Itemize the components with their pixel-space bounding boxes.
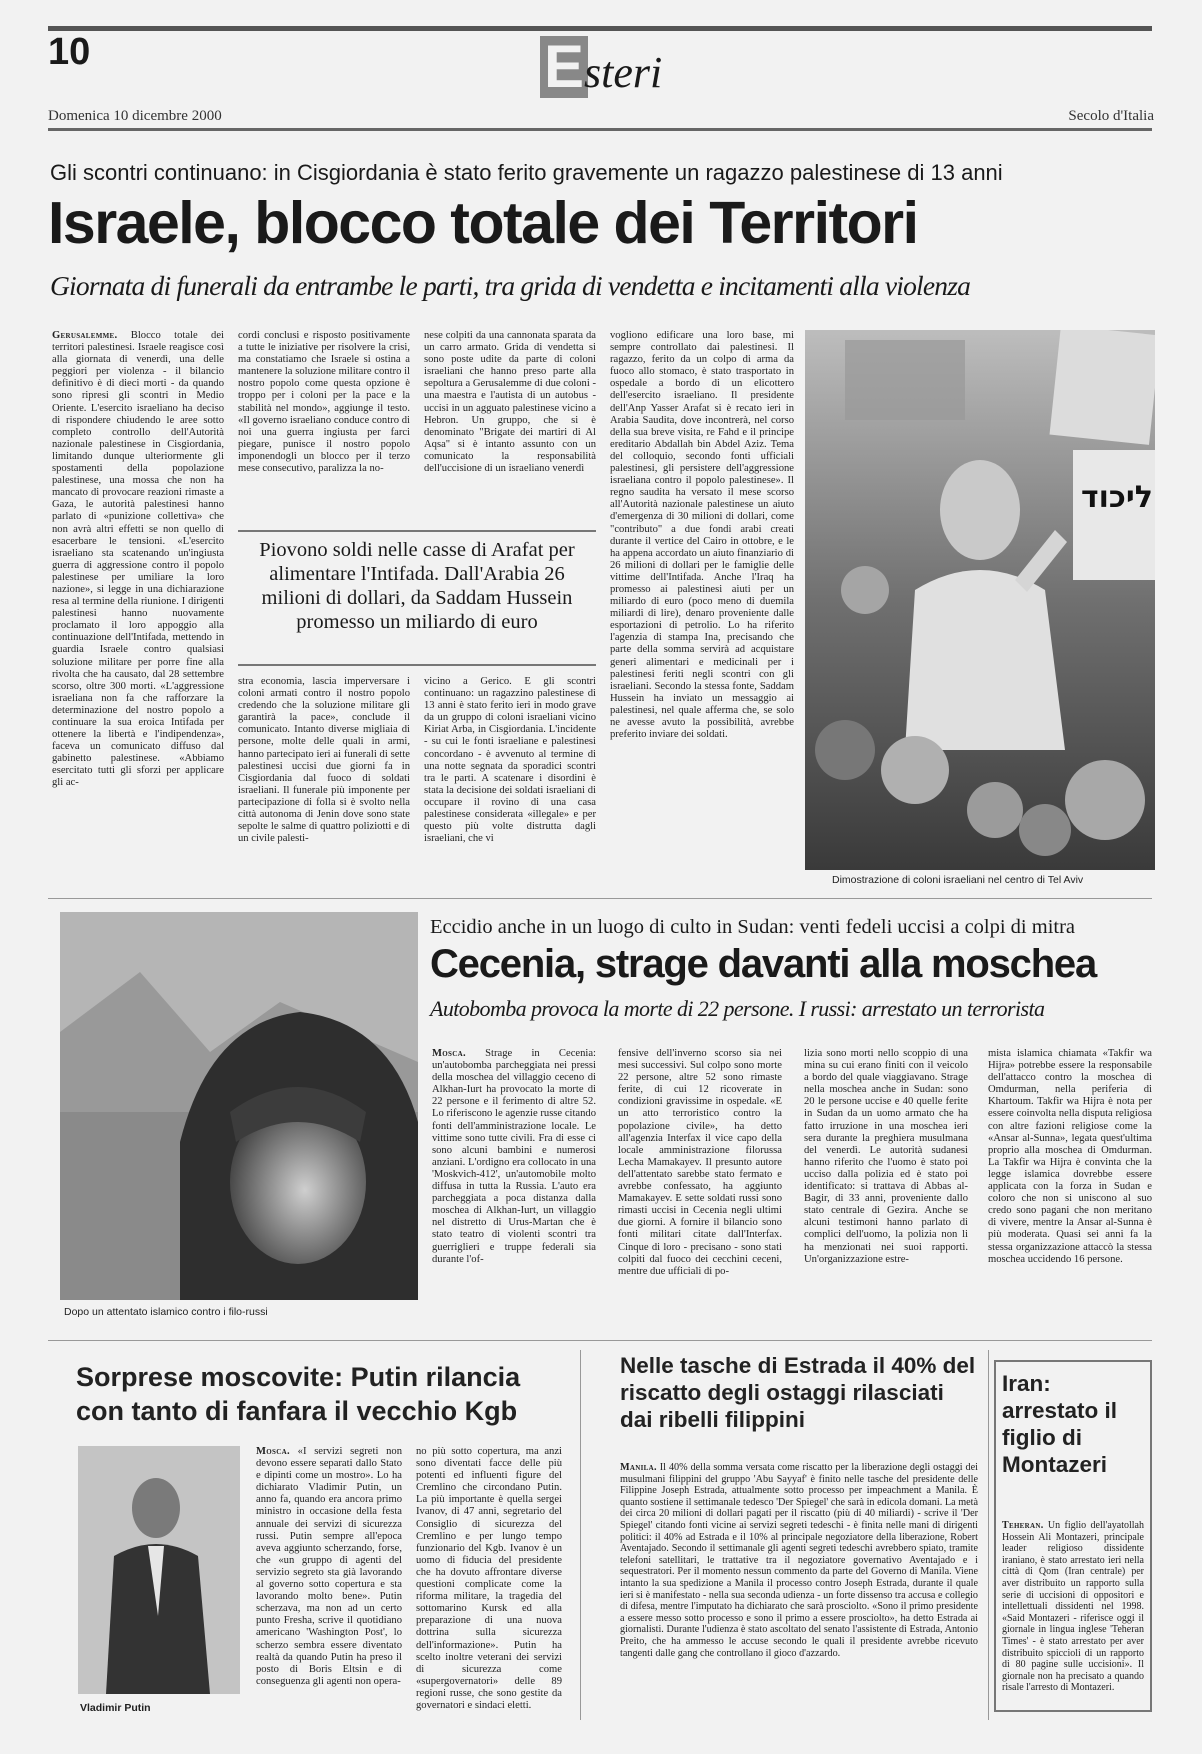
article3-dateline: Mosca. [256,1446,290,1457]
chechen-woman-photo-graphic [60,912,418,1300]
section-title [540,33,663,106]
article1-col3 [424,330,596,520]
article2-col4-text: mista islamica chiamata «Takfir wa Hijra» potrebbe essere la responsabile dell'attacco contro la moschea di Omdurman, nella periferia di Khartoum. Takfir wa Hijra è nota per essere coinvolta nella disputa religiosa con altre fazioni religiose come la «Ansar al-Sunna», legata quest'ultima proprio alla moschea di Omdurman. La Takfir wa Hijra è convinta che la legge islamica dovrebbe essere applicata con la forza in Sudan e coloro che non si uniscono al suo credo sono pagani che non meritano di vivere, mentre la Ansar al-Sunna è più moderata. Quasi sei anni fa la stessa organizzazione attaccò la stessa moschea uccidendo 16 persone. [988,1048,1152,1265]
article2-col4 [988,1048,1152,1326]
article2-col3-text: lizia sono morti nello scoppio di una mina su cui erano finiti con il veicolo a bordo del quale viaggiavano. Strage nella moschea anche in Sudan: sono 20 le persone uccise e 40 quelle ferite in Sudan da un uomo armato che ha fatto irruzione in una moschea ieri sera durante la preghiera musulmana del venerdì. Le autorità sudanesi hanno riferito che l'uomo è stato poi ucciso dalla polizia ed è stato poi identificato: si trattava di Abbas al-Bagir, di 33 anni, proveniente dallo stato centrale di Gezira. Anche se alcuni testimoni hanno parlato di complici dell'uomo, la polizia non li ha menzionati nei suoi rapporti. Un'organizzazione estre- [804,1048,968,1265]
article1-photo [805,330,1155,870]
article1-col2 [238,330,410,520]
article5-box [994,1360,1152,1712]
article5-body [1002,1520,1144,1708]
article2-dateline: Mosca. [432,1048,466,1059]
pullquote-bottom-rule [238,664,596,666]
article2-col1-text: Strage in Cecenia: un'autobomba parcheggiata nei pressi della moschea del villaggio ceceno di Alkhan-Iurt ha provocato la morte di 22 persone e il ferimento di altre 52. Lo riferiscono le agenzie russe citando fonti dell'amministrazione locale. Le vittime sono tutte civili. Fra di esse ci sono alcuni bambini e numerosi anziani. L'ordigno era collocato in una 'Moskvich-412', un'automobile molto diffusa in tutta la Russia. L'auto era parcheggiata a poca distanza dalla moschea di Alkhan-Iurt, un villaggio nel distretto di Urus-Martan che è stato teatro di violenti scontri tra guerriglieri e truppe federali sia durante l'of- [432,1048,596,1265]
sign-text: ליכוד [1081,480,1153,515]
putin-photo-graphic [78,1446,240,1694]
issue-date: Domenica 10 dicembre 2000 [48,108,222,124]
article1-kicker: Gli scontri continuano: in Cisgiordania è stato ferito gravemente un ragazzo palestinese di 13 anni [50,160,1003,185]
article1-photo-caption: Dimostrazione di coloni israeliani nel centro di Tel Aviv [832,874,1084,886]
article2-subhead: Autobomba provoca la morte di 22 persone. I russi: arrestato un terrorista [430,996,1045,1021]
article1-col2b [238,676,410,886]
article1-headline: Israele, blocco totale dei Territori [48,190,918,256]
article5-body-text: Un figlio dell'ayatollah Hossein Ali Montazeri, principale leader religioso dissidente iraniano, è stato arrestato ieri nella città di Qom (Iran centrale) per aver distribuito un rapporto sulla serie di uccisioni di oppositori e intellettuali dissidenti nel 1998. «Said Montazeri - riferisce oggi il giornale in lingua inglese 'Teheran Times' - è stato arrestato per aver distribuito spiccioli di un rapporto di 80 pagine sulle uccisioni». Il giornale non ha precisato a quando risale l'arresto di Montazeri. [1002,1520,1144,1694]
article1-dateline: Gerusalemme. [52,330,118,341]
article2-col2-text: fensive dell'inverno scorso sia nei mesi successivi. Sul colpo sono morte 22 persone, altre 52 sono rimaste ferite, di cui 12 ricoverate in condizioni gravissime in ospedale. «E un atto terroristico contro la popolazione civile», ha detto all'agenzia Interfax il vice capo della locale amministrazione filorussa Lecha Mamakayev. Il presunto autore dell'attentato sarebbe stato fermato e avrebbe confessato, ha aggiunto Mamakayev. E sette soldati russi sono rimasti uccisi in Cecenia negli ultimi due giorni. A fornire il bilancio sono fonti militari citate dall'Interfax. Cinque di loro - precisano - sono stati colpiti dal fuoco dei cecchini ceceni, mentre due ufficiali di po- [618,1048,782,1277]
article1-col1-text: Blocco totale dei territori palestinesi. Israele reagisce così alla giornata di venerdì, una delle peggiori per violenza - il bilancio definitivo è di dieci morti - da quando sono ripresi gli scontri in Medio Oriente. L'esercito israeliano ha deciso di rispondere chiudendo le aree sotto completo controllo dell'Autorità nazionale palestinese in Cisgiordania, limitando dunque ulteriormente gli spostamenti della popolazione palestinese, una mossa che non ha mancato di provocare reazioni rimaste a Gaza, le autorità palestinesi hanno parlato di «punizione collettiva» che non avrà altri effetti se non quello di esacerbare le tensioni. «L'esercito israeliano sta scatenando un'ingiusta guerra di aggressione contro il popolo palestinese per umiliare la loro nazione», si legge in una dichiarazione resa al termine della riunione. I dirigenti palestinesi hanno nuovamente proclamato il loro appoggio alla continuazione dell'Intifada, mettendo in guardia Israele contro qualsiasi soluzione militare per porre fine alla rivolta che ha causato, dal 28 settembre scorso, oltre 300 morti. «L'aggressione israeliana non fa che rafforzare la determinazione del nostro popolo a continuare la sua eroica Intifada per ottenere la libertà e l'indipendenza», faceva un comunicato diffuso dal gabinetto palestinese. «Abbiamo esercitato tutti gli sforzi per applicare gli ac- [52,330,224,789]
article4-body-text: Il 40% della somma versata come riscatto per la liberazione degli ostaggi dei musulmani filippini del gruppo 'Abu Sayyaf' è finito nelle tasche del presidente delle Filippine Joseph Estrada, attualmente sotto processo per impeachment a Manila. È quanto sostiene il settimanale tedesco 'Der Spiegel' che sarà in edicola domani. La metà dei circa 20 milioni di dollari pagati per il riscatto (più di 40 miliardi) - scrive il 'Der Spiegel' citando fonti vicine ai servizi segreti tedeschi - è finita nelle mani di dirigenti politici: il 40% ad Estrada e il 10% al principale negoziatore della liberazione, Robert Aventajado. Secondo il settimanale gli agenti segreti tedeschi avrebbero spiato, tramite telefoni satellitari, le trattative tra il negoziatore governativo Aventajado e i sequestratori. Per il momento nessun commento da parte del Governo di Manila. Viene intanto la sua spedizione a Manila il processo contro Joseph Estrada, durante il quale ieri si è manifestato - nella sua seconda udienza - un forte dissenso tra accusa e collegio di difesa, mentre l'imputato ha dichiarato che sarà prosciolto. «Sono il primo presidente a essere messo sotto processo e sono il primo a essere prosciolto», ha detto Estrada ai giornalisti. Durante l'udienza è stato ascoltato del senato l'assistente di Estrada, Antonio Preito, che ha ammesso le accuse secondo le quali il presidente avrebbe ricevuto tangenti dalle gang che controllano il gioco d'azzardo. [620,1462,978,1659]
article4-headline: Nelle tasche di Estrada il 40% del riscatto degli ostaggi rilasciati dai ribelli filippini [620,1353,976,1432]
article1-col1 [52,330,224,886]
newspaper-name: Secolo d'Italia [1068,108,1154,124]
article1-col4-text: vogliono edificare una loro base, mi sempre controllato dai palestinesi. Il ragazzo, ferito da un colpo di arma da fuoco allo stomaco, è stato trasportato in ospedale a bordo di un elicottero dell'esercito israeliano. Il presidente dell'Anp Yasser Arafat si è recato ieri in Arabia Saudita, dove incontrerà, nel corso della sua breve visita, re Fahd e il principe ereditario Abdallah bin Abdel Aziz. Tema del colloquio, secondo fonti ufficiali palestinesi, gli persistere dell'aggressione israeliana contro il popolo palestinese». Il regno saudita ha versato il mese scorso all'Autorità nazionale palestinese un aiuto d'emergenza di 30 milioni di dollari, come "contributo" a due fondi arabi creati durante il vertice del Cairo in ottobre, e le ha appena accordato un aiuto finanziario di 26 milioni di dollari per le famiglie delle vittime dell'Intifada. Anche l'Iraq ha promesso ai palestinesi aiuti per un miliardo di euro (poco meno di duemila miliardi di lire), denaro proveniente dalle esportazioni di petrolio. Lo ha riferito l'agenzia di stampa Ina, precisando che parte della somma servirà ad acquistare generi alimentari e medicinali per i palestinesi feriti negli scontri con gli israeliani. Secondo la stessa fonte, Saddam Hussein ha inviato un messaggio ai palestinesi, nel quale afferma che, se solo ne avesse avuto la possibilità, avrebbe preferito inviare dei soldati. [610,330,794,741]
column-divider-3 [580,1350,581,1720]
article1-col3b [424,676,596,886]
article2-col2 [618,1048,782,1326]
article3-col1-text: «I servizi segreti non devono essere separati dallo Stato e dipinti come un mostro». Lo ha dichiarato Vladimir Putin, un anno fa, quando era ancora primo ministro in occasione della festa annuale dei servizi di sicurezza russi. Putin sempre all'epoca aveva aggiunto scherzando, forse, che «un gruppo di agenti del servizio segreto sta già lavorando al governo sotto copertura e sta lavorando molto bene». Putin scherzava, ma non ad un certo punto Fresha, scrive il quotidiano americano 'Washington Post', lo scherzo sembra essere diventato realtà da quando Putin ha preso il posto di Boris Eltsin e di conseguenza gli agenti non opera- [256,1446,402,1687]
section-divider-1 [48,898,1152,899]
article1-col4 [610,330,794,886]
article1-col3b-text: vicino a Gerico. E gli scontri continuano: un ragazzino palestinese di 13 anni è stato ferito ieri in modo grave da un gruppo di coloni israeliani vicino Kiriat Arba, in Cisgiordania. L'incidente - su cui le fonti israeliane e palestinesi concordano - è avvenuto al termine di una notte segnata da sporadici scontri tra le parti. A scatenare i disordini è stata la decisione dei soldati israeliani di occupare il rovino di una casa palestinese considerata «illegale» e per questo più volte distrutta dagli israeliani, che vi [424,676,596,845]
section-initial: E [540,36,588,98]
article2-kicker: Eccidio anche in un luogo di culto in Sudan: venti fedeli uccisi a colpi di mitra [430,916,1076,938]
article3-headline: Sorprese moscovite: Putin rilancia con tanto di fanfara il vecchio Kgb [76,1362,521,1426]
pullquote-top-rule [238,530,596,532]
page-number: 10 [48,31,91,73]
article3-col2-text: no più sotto copertura, ma anzi sono diventati facce delle più potenti ed influenti figure del Cremlino che circondano Putin. La più importante è quella sergei Ivanov, di 47 anni, segretario del Consiglio di sicurezza del Cremlino e per lungo tempo funzionario del Kgb. Ivanov è un uomo di fiducia del presidente che ha dovuto affrontare diverse questioni complicate come la riforma militare, la tragedia del sottomarino Kursk ed alla preparazione di una nuova dottrina sulla sicurezza dell'informazione». Putin ha scelto inoltre veterani dei servizi di sicurezza come «supergovernatori» delle 89 regioni russe, che sono gestite da governatori e sindaci eletti. [416,1446,562,1711]
column-divider-4 [988,1350,989,1720]
article1-pullquote: Piovono soldi nelle casse di Arafat per alimentare l'Intifada. Dall'Arabia 26 milioni di dollari, da Saddam Hussein promesso un miliardo di euro [259,539,575,633]
protest-photo-graphic [805,330,1155,870]
section-rest: steri [584,48,663,97]
article1-col2-text: cordi conclusi e risposto positivamente a tutte le iniziative per risolvere la crisi, ma constatiamo che Israele si ostina a mantenere la soluzione militare contro il nostro popolo come questa opzione è troppo per i coloni per la pace e la stabilità nel mondo», aggiunge il testo. «Il governo israeliano conduce contro di noi una guerra ingiusta per farci piegare, punisce il nostro popolo imponendogli un blocco per il terzo mese consecutivo, paralizza la no- [238,330,410,475]
article5-headline: Iran: arrestato il figlio di Montazeri [1002,1371,1118,1477]
article3-col1 [256,1446,402,1716]
top-rule [48,26,1152,31]
article1-col3-text: nese colpiti da una cannonata sparata da un carro armato. Grida di vendetta si sono poste udite da parte di coloni israeliani che hanno preso parte alla sepoltura a Gerusalemme di due coloni - una maestra e l'autista di un autobus - uccisi in un agguato palestinese vicino a Hebron. Un gruppo, che si è denominato "Brigate dei martiri di Al Aqsa" si è intanto assunto con un comunicato la responsabilità dell'uccisione di un israeliano venerdì [424,330,596,475]
article3-col2 [416,1446,562,1716]
article2-photo-caption: Dopo un attentato islamico contro i filo-russi [64,1306,268,1318]
article2-headline: Cecenia, strage davanti alla moschea [430,942,1097,986]
article4-dateline: Manila. [620,1462,657,1473]
article3-photo [78,1446,240,1694]
article1-col2b-text: stra economia, lascia imperversare i coloni armati contro il nostro popolo credendo che la soluzione militare gli garantirà la pace», conclude il comunicato. Intanto diverse migliaia di persone, molte delle quali in armi, hanno partecipato ieri ai funerali di sette palestinesi uccisi due giorni fa in Cisgiordania dal fuoco di soldati israeliani. Il funerale più imponente per partecipazione di folla si è svolto nella città autonoma di Jenin dove sono state sepolte le salme di quattro poliziotti e di un civile palesti- [238,676,410,845]
section-divider-2 [48,1340,1152,1341]
article5-dateline: Teheran. [1002,1520,1044,1531]
masthead-rule [48,128,1152,131]
article4-body [620,1462,978,1718]
article1-subhead: Giornata di funerali da entrambe le parti, tra grida di vendetta e incitamenti alla violenza [50,270,971,301]
article2-col3 [804,1048,968,1326]
article2-photo [60,912,418,1300]
article3-photo-caption: Vladimir Putin [80,1702,151,1714]
article2-col1 [432,1048,596,1326]
